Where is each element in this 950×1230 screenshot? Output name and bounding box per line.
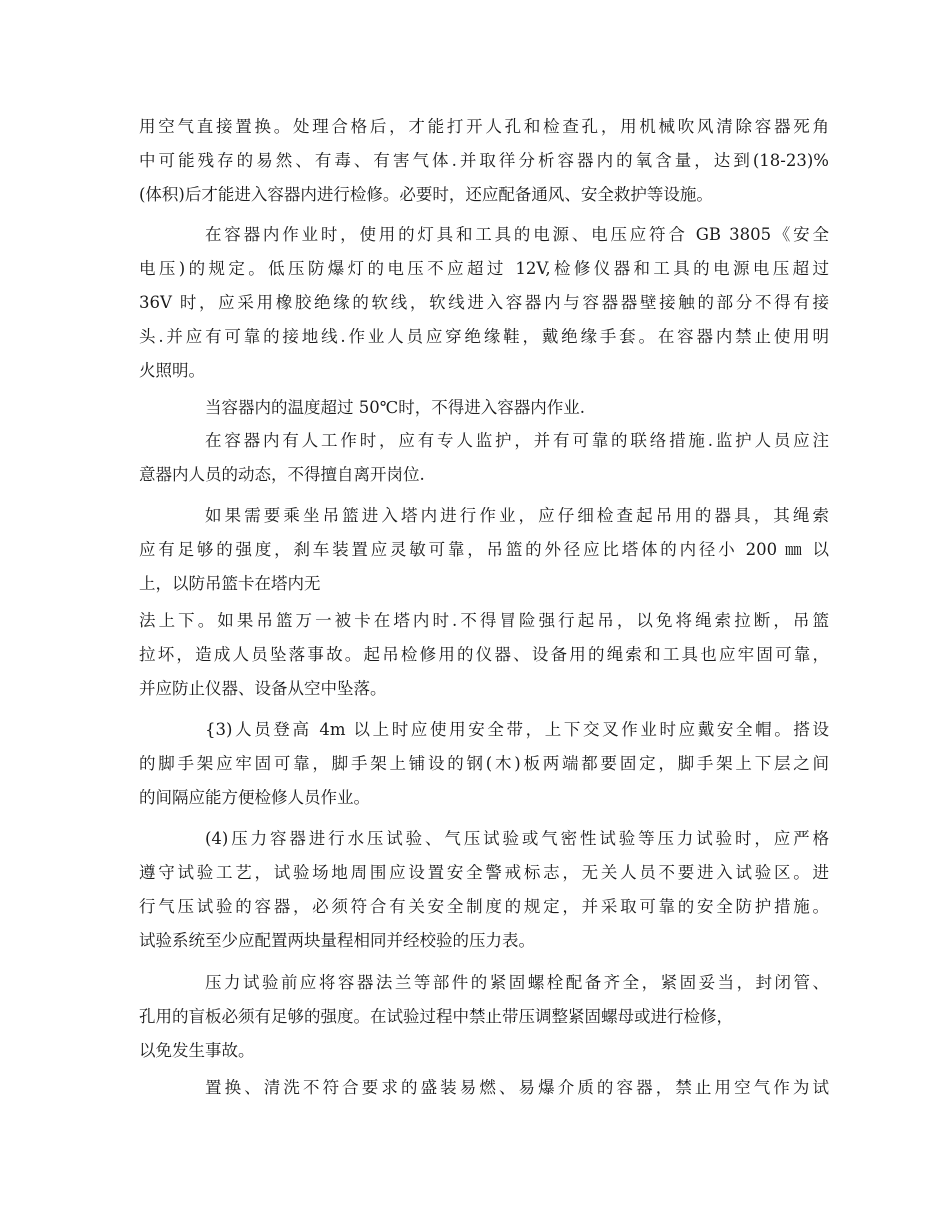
text-line: 遵守试验工艺，试验场地周围应设置安全警戒标志，无关人员不要进入试验区。进 xyxy=(139,863,829,882)
text-line: 孔用的盲板必须有足够的强度。在试验过程中禁止带压调整紧固螺母或进行检修， xyxy=(139,1007,733,1026)
text-line: 并应防止仪器、设备从空中坠落。 xyxy=(139,679,387,698)
text-line: 行气压试验的容器，必须符合有关安全制度的规定，并采取可靠的安全防护措施。 xyxy=(139,897,829,916)
text-line: 意器内人员的动态，不得擅自离开岗位. xyxy=(139,465,425,484)
text-line: 的间隔应能方便检修人员作业。 xyxy=(139,788,370,807)
text-line: 置换、清洗不符合要求的盛装易燃、易爆介质的容器，禁止用空气作为试 xyxy=(205,1078,829,1097)
text-line: 在容器内有人工作时，应有专人监护，并有可靠的联络措施.监护人员应注 xyxy=(205,431,829,450)
text-line: 用空气直接置换。处理合格后，才能打开人孔和检查孔，用机械吹风清除容器死角 xyxy=(139,117,829,136)
text-line: 法上下。如果吊篮万一被卡在塔内时.不得冒险强行起吊，以免将绳索拉断，吊篮 xyxy=(139,611,829,630)
text-line: 当容器内的温度超过 50℃时，不得进入容器内作业. xyxy=(205,398,585,417)
text-line: 拉坏，造成人员坠落事故。起吊检修用的仪器、设备用的绳索和工具也应牢固可靠， xyxy=(139,645,829,664)
text-line: 火照明。 xyxy=(139,361,205,380)
text-line: (体积)后才能进入容器内进行检修。必要时，还应配备通风、安全救护等设施。 xyxy=(139,185,713,204)
text-line: 试验系统至少应配置两块量程相同并经校验的压力表。 xyxy=(139,931,535,950)
text-line: 以免发生事故。 xyxy=(139,1041,255,1060)
text-line: {3)人员登高 4m 以上时应使用安全带，上下交叉作业时应戴安全帽。搭设 xyxy=(205,720,829,739)
text-line: (4)压力容器进行水压试验、气压试验或气密性试验等压力试验时，应严格 xyxy=(205,829,829,848)
text-line: 在容器内作业时，使用的灯具和工具的电源、电压应符合 GB 3805《安全 xyxy=(205,225,829,244)
text-line: 上，以防吊篮卡在塔内无 xyxy=(139,574,321,593)
text-line: 中可能残存的易然、有毒、有害气体.并取徉分析容器内的氧含量，达到(18-23)% xyxy=(139,151,829,170)
text-line: 头.并应有可靠的接地线.作业人员应穿绝缘鞋，戴绝缘手套。在容器内禁止使用明 xyxy=(139,327,829,346)
text-line: 36V 时，应采用橡胶绝缘的软线，软线进入容器内与容器器壁接触的部分不得有接 xyxy=(139,293,829,312)
text-line: 电压)的规定。低压防爆灯的电压不应超过 12V,检修仪器和工具的电源电压超过 xyxy=(139,259,829,278)
text-line: 如果需要乘坐吊篮进入塔内进行作业，应仔细检查起吊用的器具，其绳索 xyxy=(205,506,829,525)
text-line: 应有足够的强度，刹车装置应灵敏可靠，吊篮的外径应比塔体的内径小 200 ㎜ 以 xyxy=(139,540,829,559)
text-line: 的脚手架应牢固可靠，脚手架上铺设的钢(木)板两端都要固定，脚手架上下层之间 xyxy=(139,754,829,773)
text-line: 压力试验前应将容器法兰等部件的紧固螺栓配备齐全，紧固妥当，封闭管、 xyxy=(205,973,829,992)
